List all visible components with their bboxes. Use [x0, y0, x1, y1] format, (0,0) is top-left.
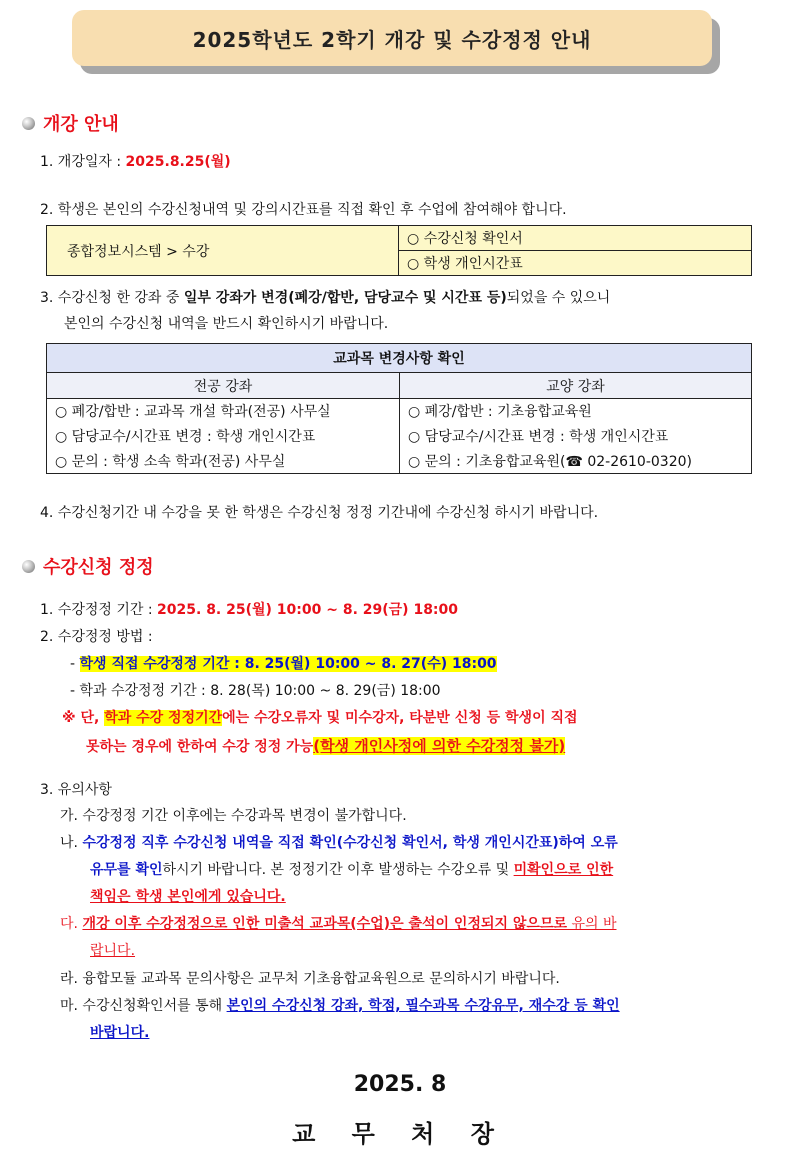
option-registration-confirm: ○ 수강신청 확인서 [399, 226, 752, 251]
caution-ma-line2: 바랍니다. [90, 1025, 150, 1041]
course-change-table [46, 343, 752, 474]
caution-title-line: 3. 유의사항 [40, 782, 112, 798]
system-path-table [46, 225, 752, 276]
major-cell: ○ 담당교수/시간표 변경 : 학생 개인시간표 [47, 424, 400, 449]
dash: - [70, 656, 80, 672]
section-title-text: 개강 안내 [43, 114, 119, 135]
note-line2-prefix: 못하는 경우에 한하여 수강 정정 가능 [86, 739, 314, 755]
caution-ma-prefix: 마. 수강신청확인서를 통해 [60, 998, 227, 1014]
correction-period-label: 1. 수강정정 기간 : [40, 602, 158, 618]
student-correction-line [70, 653, 497, 673]
caution-na-line2-red: 미확인으로 인한 [513, 862, 614, 878]
caution-na-line [60, 832, 618, 852]
course-change-table-title: 교과목 변경사항 확인 [47, 344, 752, 373]
department-correction-line: - 학과 수강정정 기간 : 8. 28(목) 10:00 ~ 8. 29(금) 18:00 [70, 683, 441, 699]
page-title: 2025학년도 2학기 개강 및 수강정정 안내 [72, 10, 712, 66]
col-header-general: 교양 강좌 [400, 373, 752, 399]
course-change-prefix: 3. 수강신청 한 강좌 중 [40, 290, 184, 306]
caution-na-marker: 나. [60, 835, 83, 851]
caution-da-bold: 개강 이후 수강정정으로 인한 미출석 교과목(수업)은 출석이 인정되지 않으므로 [82, 916, 567, 932]
section-title-opening [22, 110, 119, 136]
late-registration-line: 4. 수강신청기간 내 수강을 못 한 학생은 수강신청 정정 기간내에 수강신청 하시기 바랍니다. [40, 505, 599, 521]
opening-date-line [40, 151, 231, 171]
check-schedule-line: 2. 학생은 본인의 수강신청내역 및 강의시간표를 직접 확인 후 수업에 참여해야 합니다. [40, 202, 567, 218]
caution-da-marker: 다. [60, 916, 83, 932]
caution-na-line2-blue: 유무를 확인 [90, 862, 163, 878]
note-line2-highlight: (학생 개인사정에 의한 수강정정 불가) [313, 737, 566, 755]
general-cell: ○ 담당교수/시간표 변경 : 학생 개인시간표 [400, 424, 752, 449]
general-cell: ○ 폐강/합반 : 기초융합교육원 [400, 399, 752, 424]
caution-na-blue: 수강정정 직후 수강신청 내역을 직접 확인(수강신청 확인서, 학생 개인시간표)하여 오류 [82, 835, 618, 851]
col-header-major: 전공 강좌 [47, 373, 400, 399]
correction-period-value: 2025. 8. 25(월) 10:00 ~ 8. 29(금) 18:00 [157, 602, 459, 618]
system-path-cell: 종합정보시스템 > 수강 [47, 226, 399, 276]
caution-na-line2 [90, 859, 613, 879]
caution-ma-line [60, 995, 620, 1015]
section-title-text: 수강신청 정정 [43, 557, 154, 578]
caution-ma-blue: 본인의 수강신청 강좌, 학점, 필수과목 수강유무, 재수강 등 확인 [226, 998, 620, 1014]
correction-method-line: 2. 수강정정 방법 : [40, 629, 153, 645]
caution-ga-line: 가. 수강정정 기간 이후에는 수강과목 변경이 불가합니다. [60, 808, 407, 824]
caution-da-rest: 유의 바 [567, 916, 617, 932]
note-highlight: 학과 수강 정정기간 [104, 710, 223, 726]
course-change-line [40, 287, 610, 307]
course-change-line2: 본인의 수강신청 내역을 반드시 확인하시기 바랍니다. [64, 316, 389, 332]
student-correction-period: 학생 직접 수강정정 기간 : 8. 25(월) 10:00 ~ 8. 27(수) 18:00 [79, 656, 497, 672]
footer-org: 교 무 처 장 [292, 1120, 508, 1148]
footer-date: 2025. 8 [353, 1072, 447, 1097]
option-personal-timetable: ○ 학생 개인시간표 [399, 251, 752, 276]
major-cell: ○ 문의 : 학생 소속 학과(전공) 사무실 [47, 449, 400, 474]
caution-da-line [60, 913, 616, 933]
caution-na-line2-mid: 하시기 바랍니다. 본 정정기간 이후 발생하는 수강오류 및 [162, 862, 514, 878]
note-suffix: 에는 수강오류자 및 미수강자, 타분반 신청 등 학생이 직접 [222, 710, 578, 726]
course-change-suffix: 되었을 수 있으니 [506, 290, 611, 306]
bullet-icon [22, 560, 35, 573]
course-change-bold: 일부 강좌가 변경(폐강/합반, 담당교수 및 시간표 등) [183, 290, 507, 306]
caution-na-line3: 책임은 학생 본인에게 있습니다. [90, 889, 286, 905]
section-title-correction [22, 553, 154, 579]
caution-da-line2: 랍니다. [90, 943, 136, 959]
note-prefix: ※ 단, [62, 710, 105, 726]
general-cell: ○ 문의 : 기초융합교육원(☎ 02-2610-0320) [400, 449, 752, 474]
bullet-icon [22, 117, 35, 130]
correction-period-line [40, 599, 458, 619]
note-line [62, 707, 578, 727]
opening-date-label: 1. 개강일자 : [40, 154, 126, 170]
major-cell: ○ 폐강/합반 : 교과목 개설 학과(전공) 사무실 [47, 399, 400, 424]
opening-date-value: 2025.8.25(월) [125, 154, 231, 170]
caution-ra-line: 라. 융합모듈 교과목 문의사항은 교무처 기초융합교육원으로 문의하시기 바랍니다. [60, 971, 560, 987]
note-line2 [86, 735, 565, 756]
